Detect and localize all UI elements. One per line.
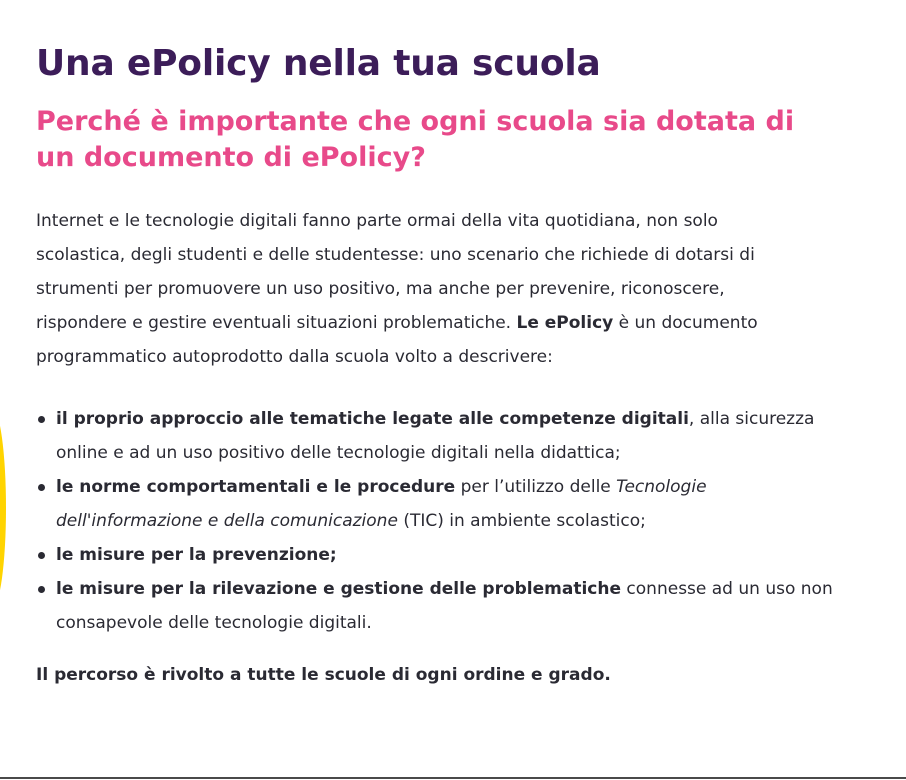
list-item-bold: le norme comportamentali e le procedure <box>56 477 456 497</box>
closing-statement: Il percorso è rivolto a tutte le scuole di ogni ordine e grado. <box>36 665 611 685</box>
list-item <box>56 572 846 640</box>
intro-text-end: è un documento programmatico autoprodotto dalla scuola volto a descrivere: <box>36 313 758 367</box>
list-item-bold: le misure per la prevenzione; <box>56 545 337 565</box>
list-item-bold: il proprio approccio alle tematiche legate alle competenze digitali <box>56 409 689 429</box>
list-item <box>56 538 846 572</box>
list-item-italic: Tecnologie dell'informazione e della comunicazione <box>56 477 707 531</box>
intro-text-start: Internet e le tecnologie digitali fanno parte ormai della vita quotidiana, non solo scolastica, degli studenti e delle studentesse: uno scenario che richiede di dotarsi di strumenti per promuovere un uso positivo, ma anche per prevenire, riconoscere, rispondere e gestire eventuali situazioni problematiche. <box>36 211 755 333</box>
decorative-yellow-shape <box>0 408 6 608</box>
list-item-text-end: (TIC) in ambiente scolastico; <box>397 511 646 531</box>
page-title: Una ePolicy nella tua scuola <box>36 43 601 84</box>
page-subtitle: Perché è importante che ogni scuola sia dotata di un documento di ePolicy? <box>36 106 795 173</box>
list-item-text: connesse ad un uso non consapevole delle tecnologie digitali. <box>56 579 833 633</box>
epolicy-points-list <box>36 402 846 640</box>
intro-paragraph <box>36 204 806 374</box>
list-item-bold: le misure per la rilevazione e gestione delle problematiche <box>56 579 622 599</box>
intro-bold-term: Le ePolicy <box>516 313 614 333</box>
list-item-text: , alla sicurezza online e ad un uso positivo delle tecnologie digitali nella didattica; <box>56 409 815 463</box>
article-content <box>36 40 836 692</box>
bottom-divider <box>0 777 906 779</box>
list-item-text: per l’utilizzo delle <box>455 477 617 497</box>
list-item <box>56 470 846 538</box>
list-item <box>56 402 846 470</box>
